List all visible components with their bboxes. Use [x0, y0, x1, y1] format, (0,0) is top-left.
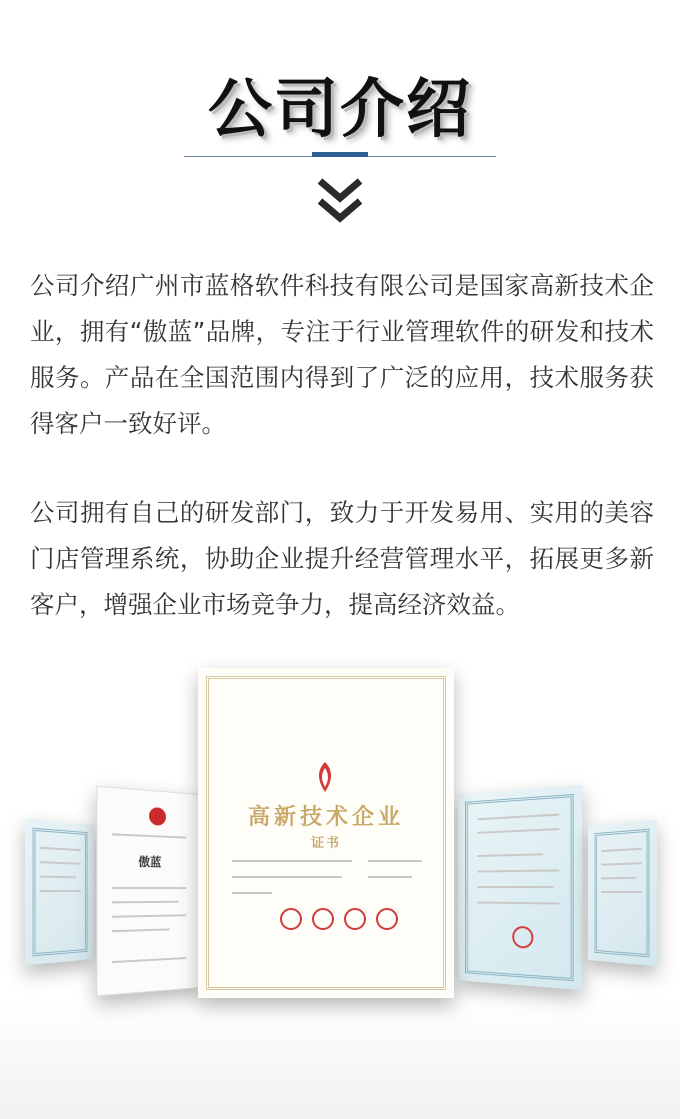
title-divider-accent — [312, 152, 368, 157]
certificate-far-left — [25, 819, 94, 966]
intro-paragraph-1: 公司介绍广州市蓝格软件科技有限公司是国家高新技术企业，拥有“傲蓝”品牌，专注于行业管理软件的研发和技术服务。产品在全国范围内得到了广泛的应用，技术服务获得客户一致好评。 — [30, 271, 654, 438]
certificate-far-right — [588, 820, 657, 967]
certificate-high-tech — [198, 668, 454, 998]
intro-paragraph-2: 公司拥有自己的研发部门，致力于开发易用、实用的美容门店管理系统，协助企业提升经营管理水平，拓展更多新客户，增强企业市场竞争力，提高经济效益。 — [30, 498, 654, 619]
page-title: 公司介绍 — [208, 73, 472, 147]
certificate-trademark — [96, 786, 199, 997]
showcase-floor — [0, 1000, 680, 1119]
national-emblem-icon — [149, 807, 166, 826]
certificate-title: 高新技术企业 — [247, 804, 404, 830]
certificate-subtitle: 证书 — [310, 836, 341, 851]
double-chevron-down-icon — [315, 176, 365, 226]
certificate-software-copyright — [458, 785, 582, 990]
certificates-showcase — [0, 640, 680, 1119]
trademark-name: 傲蓝 — [138, 854, 162, 870]
torch-emblem-icon — [307, 760, 343, 794]
